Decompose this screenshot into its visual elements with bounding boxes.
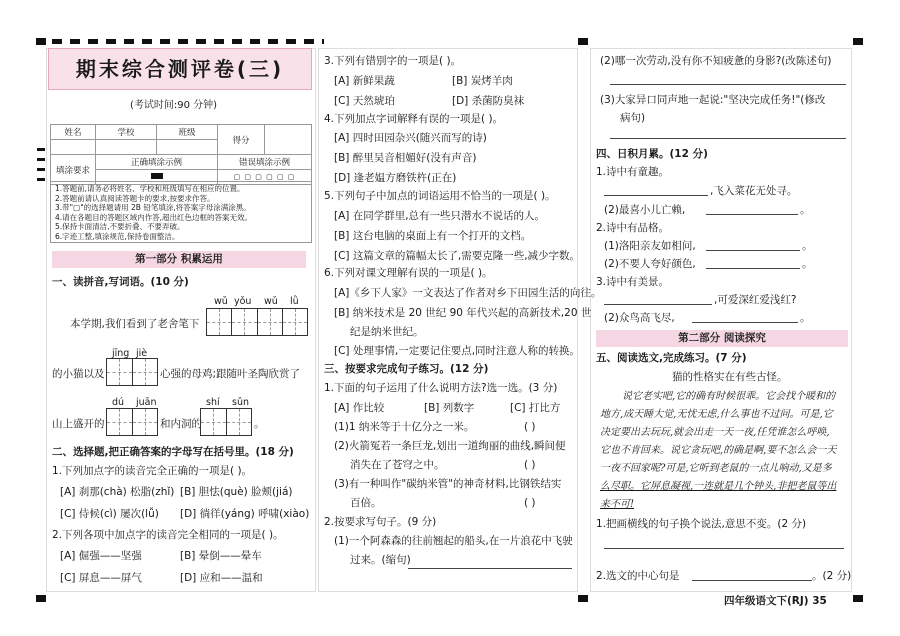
corner-mark (853, 38, 863, 45)
info-label: 姓名 (51, 125, 96, 140)
poem-heading: 2.诗中有品格。 (596, 222, 670, 234)
info-label: 得分 (218, 125, 265, 155)
poem-line: (2)不要人夸好颜色, (604, 258, 696, 270)
answer-line[interactable] (604, 548, 844, 549)
option: [B] 晕倒——晕车 (180, 550, 262, 562)
corner-mark (578, 38, 588, 45)
poem-line: 。 (802, 258, 813, 270)
answer-line[interactable] (408, 568, 572, 569)
corner-mark (36, 595, 46, 602)
answer-blank[interactable]: ( ) (524, 421, 536, 433)
question: 3.下列有错别字的一项是( )。 (324, 55, 462, 67)
pinyin: juān (136, 397, 157, 408)
sentence-line: 心强的母鸡;跟随叶圣陶欣赏了 (160, 368, 301, 380)
sentence-line: 山上盛开的 (52, 418, 105, 430)
wrong-sample: ▢ ▢ ▢ ▢ ▢ ▢ (218, 170, 312, 185)
option: [C] 天然琥珀 (334, 95, 395, 107)
option: [A]《乡下人家》一文表达了作者对乡下田园生活的向往。 (334, 287, 602, 299)
side-marks (37, 158, 45, 161)
info-table (50, 124, 312, 185)
item-line: (2)火箭冤若一条巨龙,划出一道绚丽的曲线,瞬间便 (334, 440, 566, 452)
item-line: 过来。(缩句) (350, 554, 411, 566)
answer-line[interactable] (604, 304, 712, 305)
pinyin: dú (112, 397, 125, 408)
section-4-title: 四、日积月累。(12 分) (596, 148, 708, 160)
correct-example: 正确填涂示例 (96, 155, 218, 170)
poem-heading: 1.诗中有童趣。 (596, 166, 670, 178)
corner-mark (578, 595, 588, 602)
section-3-title: 三、按要求完成句子练习。(12 分) (324, 363, 489, 375)
option: [A] 四时田园杂兴(随兴而写的诗) (334, 132, 487, 144)
wrong-example: 错误填涂示例 (218, 155, 312, 170)
page-title: 期末综合测评卷(三) (48, 48, 312, 90)
sentence-line: 和内洞的 (160, 418, 202, 430)
question: 5.下列句子中加点的词语运用不恰当的一项是( )。 (324, 190, 556, 202)
option: [C] 打比方 (510, 402, 561, 414)
part2-header: 第二部分 阅读探究 (596, 330, 848, 347)
notes-box (50, 181, 312, 243)
option: [A] 刹那(chà) 松脂(zhǐ) (60, 486, 175, 498)
info-label: 学校 (96, 125, 157, 140)
option: [D] 杀菌防臭袜 (452, 95, 525, 107)
pinyin: lǜ (290, 296, 299, 307)
item-line: 病句) (620, 112, 646, 124)
answer-line[interactable] (604, 195, 708, 196)
corner-mark (36, 38, 46, 45)
question: 1.下面的句子运用了什么说明方法?选一选。(3 分) (324, 382, 558, 394)
sentence-line: 本学期,我们看到了老舍笔下 (70, 318, 200, 330)
page-footer: 四年级语文下(RJ) 35 (724, 595, 827, 607)
question: 2.按要求写句子。(9 分) (324, 516, 437, 528)
part1-header: 第一部分 积累运用 (52, 251, 306, 268)
item-line: (3)大家异口同声地一起说:"坚决完成任务!"(修改 (600, 94, 826, 106)
option: [B] 醉里吴音相媚好(没有声音) (334, 152, 477, 164)
item-line: 消失在了苍穹之中。 (350, 459, 445, 471)
essay-passage (600, 388, 850, 514)
pinyin: jīng (112, 348, 130, 359)
info-label: 班级 (156, 125, 217, 140)
option: [A] 作比较 (334, 402, 385, 414)
poem-line: (2)众鸟高飞尽, (604, 312, 675, 324)
essay-line: 决定要出去玩玩,就会出走一天一夜,任凭谁怎么呼唤, (600, 427, 830, 438)
note-line: 6.字迹工整,填涂规范,保持卷面整洁。 (55, 231, 180, 241)
item-line: (3)有一种叫作"碳纳米管"的神奇材料,比钢铁结实 (334, 478, 562, 490)
item-line: (1)1 纳米等于十亿分之一米。 (334, 421, 475, 433)
writing-grid[interactable] (206, 308, 308, 336)
option: [B] 纳米技术是 20 世纪 90 年代兴起的高新技术,20 世 (334, 307, 592, 319)
poem-line: 。 (800, 312, 811, 324)
school-field[interactable] (96, 140, 157, 155)
pinyin: wǔ (264, 296, 278, 307)
pinyin: wǔ (214, 296, 228, 307)
option: [B] 炭烤羊肉 (452, 75, 513, 87)
option: [A] 新鲜果蔬 (334, 75, 395, 87)
corner-mark (853, 595, 863, 602)
poem-line: ,可爱深红爱浅红? (714, 294, 797, 306)
option: [C] 处理事情,一定要记住要点,同时注意人称的转换。 (334, 345, 581, 357)
poem-heading: 3.诗中有美景。 (596, 276, 670, 288)
item-line: (2)哪一次劳动,没有你不知疲惫的身影?(改陈述句) (600, 55, 832, 67)
pinyin: sǔn (232, 397, 249, 408)
sentence-line: 的小猫以及 (52, 368, 105, 380)
essay-line-underlined: 来不可! (600, 499, 635, 510)
answer-line[interactable] (692, 580, 812, 581)
poem-line: ,飞入菜花无处寻。 (710, 185, 798, 197)
section-2-title: 二、选择题,把正确答案的字母写在括号里。(18 分) (52, 446, 294, 458)
option: [D] 逢老媪方磨铁杵(正在) (334, 172, 457, 184)
exam-time: (考试时间:90 分钟) (130, 100, 218, 111)
item-line: 百倍。 (350, 497, 382, 509)
writing-grid[interactable] (200, 408, 252, 436)
answer-blank[interactable]: ( ) (524, 459, 536, 471)
question: 2.选文的中心句是 (596, 570, 680, 582)
question: 6.下列对课文理解有误的一项是( )。 (324, 267, 493, 279)
side-marks (37, 168, 45, 171)
option: [B] 这台电脑的桌面上有一个打开的文档。 (334, 230, 532, 242)
note-line: 1.答题前,请务必将姓名、学校和班级填写在相应的位置。 (55, 184, 245, 193)
sentence-line: 。 (254, 418, 265, 430)
score-box[interactable] (265, 125, 312, 155)
class-field[interactable] (156, 140, 217, 155)
pinyin: jiè (136, 348, 148, 359)
option: [D] 徜徉(yáng) 呼啸(xiào) (180, 508, 310, 520)
note-line: 5.保持卡面清洁,不要折叠、不要弄破。 (55, 222, 185, 232)
note-line: 2.答题前请认真阅读答题卡的要求,按要求作答。 (55, 193, 215, 203)
option: [A] 倔强——坚强 (60, 550, 142, 562)
poem-line: 。 (802, 240, 813, 252)
option: [A] 在同学群里,总有一些只潜水不说话的人。 (334, 210, 546, 222)
answer-blank[interactable]: ( ) (524, 497, 536, 509)
top-dash-line (52, 39, 324, 44)
essay-line: 说它老实吧,它的确有时候很乖。它会找个暖和的 (622, 391, 836, 402)
side-marks (37, 148, 45, 151)
writing-grid[interactable] (106, 358, 158, 386)
writing-grid[interactable] (106, 408, 158, 436)
option: [D] 应和——温和 (180, 572, 263, 584)
section-1-title: 一、读拼音,写词语。(10 分) (52, 276, 189, 288)
option: [C] 这篇文章的篇幅太长了,需要克隆一些,减少字数。 (334, 250, 581, 262)
option: [C] 侍候(cì) 屡次(lǚ) (60, 508, 159, 520)
name-field[interactable] (51, 140, 96, 155)
item-line: (1)一个阿森森的往前翘起的船头,在一片浪花中飞驶 (334, 535, 573, 547)
question: 4.下列加点字词解释有误的一项是( )。 (324, 113, 504, 125)
option: [B] 胆怯(què) 脸颊(jiá) (180, 486, 293, 498)
answer-line[interactable] (610, 84, 846, 85)
question: 1.把画横线的句子换个说法,意思不变。(2 分) (596, 518, 807, 530)
essay-line: 一夜不回家呢?可是,它听到老鼠的一点儿响动,又是多 (600, 463, 832, 474)
option: 纪是纳米世纪。 (350, 326, 424, 338)
note-line: 4.请在各题目的答题区域内作答,超出红色边框的答案无效。 (55, 212, 253, 222)
essay-line: 地方,成天睡大觉,无忧无虑,什么事也不过问。可是,它 (600, 409, 833, 420)
section-5-title: 五、阅读选文,完成练习。(7 分) (596, 352, 747, 364)
answer-line[interactable] (692, 322, 798, 323)
question: 1.下列加点字的读音完全正确的一项是( )。 (52, 465, 253, 477)
poem-line: (2)最喜小儿亡赖, (604, 204, 686, 216)
question-end: 。(2 分) (812, 570, 852, 582)
essay-line-underlined: 么尽职。它屏息凝视,一连就是几个钟头,非把老鼠等出 (600, 481, 837, 492)
poem-line: 。 (800, 204, 811, 216)
option: [C] 屏息——屏气 (60, 572, 142, 584)
pinyin: shí (206, 397, 220, 408)
answer-line[interactable] (706, 214, 798, 215)
note-line: 3.带"▢"的选择题请用 2B 铅笔填涂,将答案字母涂满涂黑。 (55, 203, 251, 213)
answer-line[interactable] (706, 250, 800, 251)
essay-title: 猫的性格实在有些古怪。 (672, 371, 788, 383)
essay-line: 它也不肯回来。说它贪玩吧,的确是啊,要不怎么会一天 (600, 445, 837, 456)
side-marks (37, 178, 45, 181)
option: [B] 列数字 (424, 402, 475, 414)
fill-label: 填涂要求 (51, 155, 96, 185)
question: 2.下列各项中加点字的读音完全相同的一项是( )。 (52, 529, 284, 541)
poem-line: (1)洛阳亲友如相问, (604, 240, 696, 252)
answer-line[interactable] (706, 268, 800, 269)
pinyin: yǒu (234, 296, 252, 307)
column-middle (318, 48, 581, 592)
answer-line[interactable] (610, 138, 846, 139)
